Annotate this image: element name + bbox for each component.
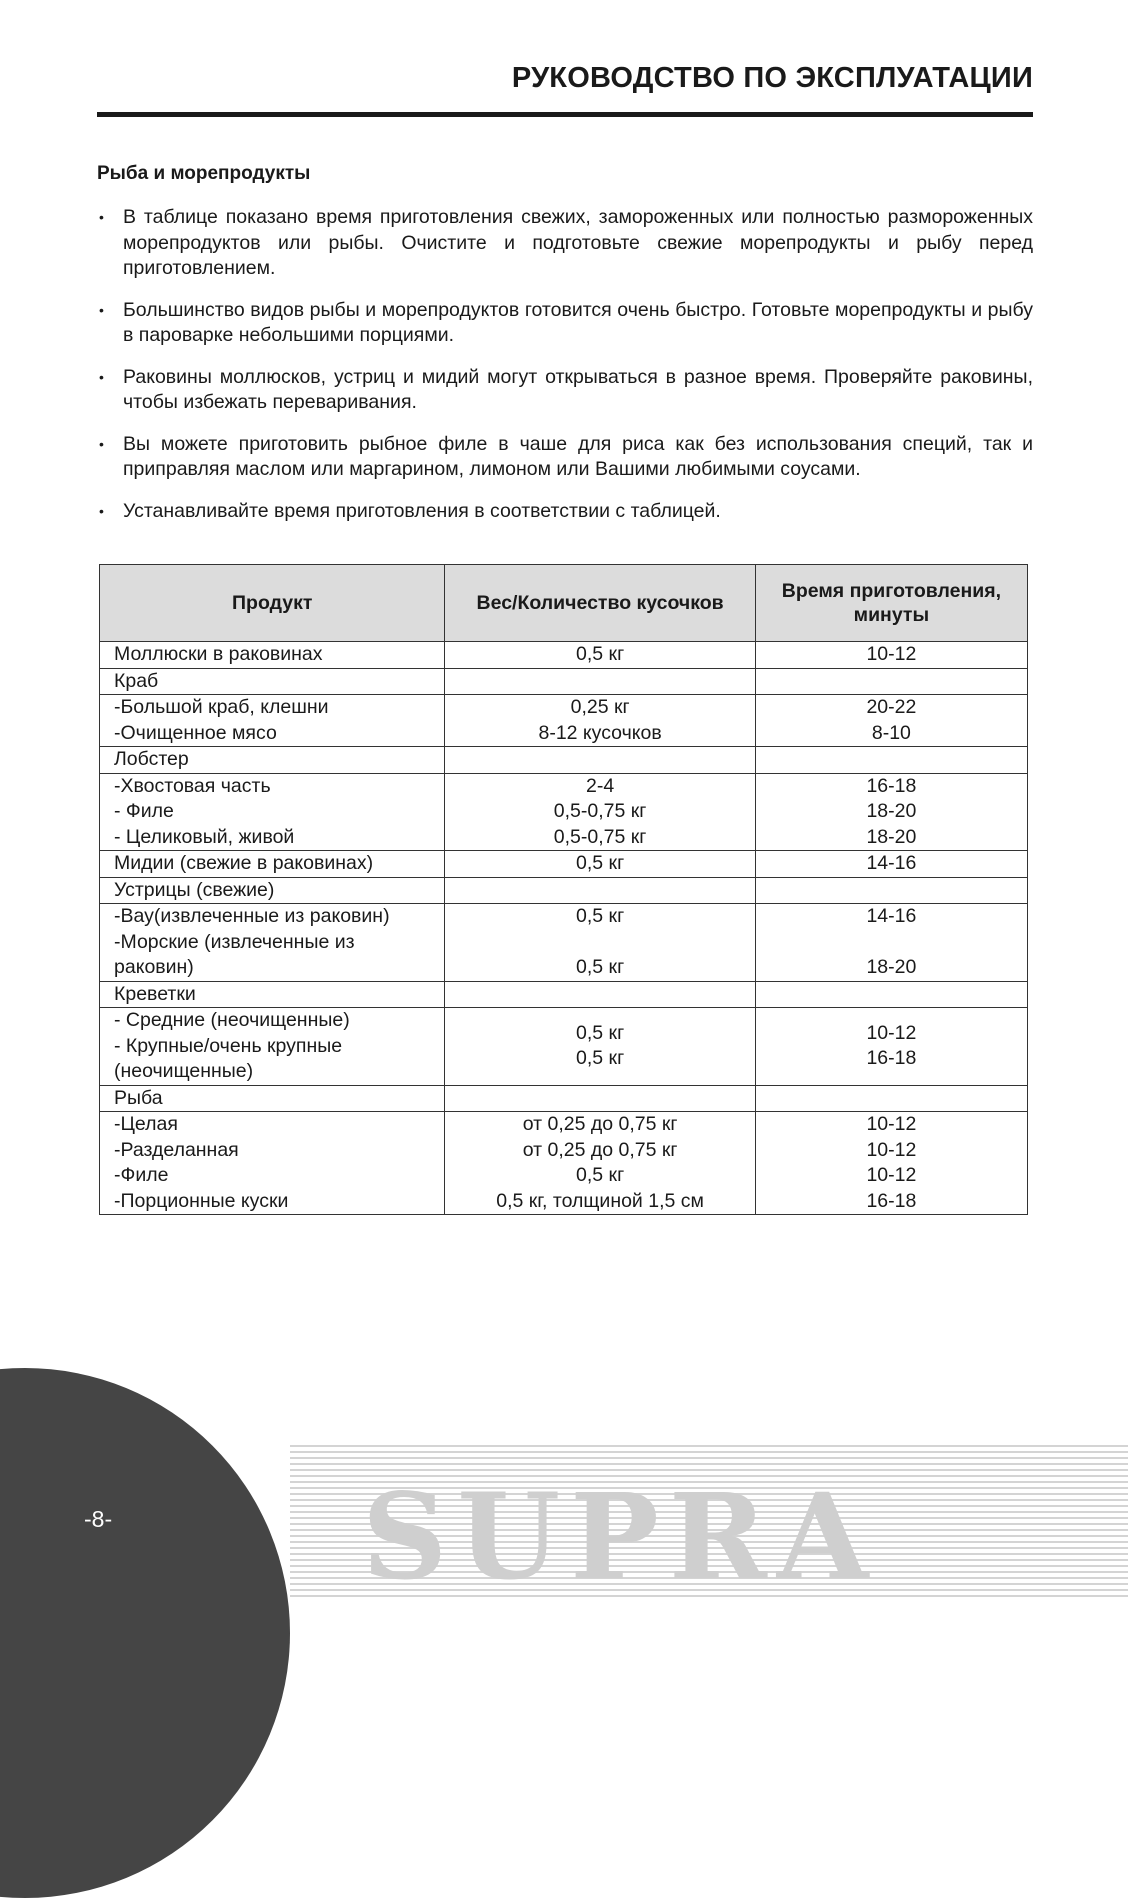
time-cell-line: 10-12 — [866, 1164, 917, 1186]
product-cell-line: -Филе — [114, 1164, 169, 1186]
product-cell — [100, 851, 445, 878]
column-header-product: Продукт — [100, 565, 445, 642]
document-header-title: РУКОВОДСТВО ПО ЭКСПЛУАТАЦИИ — [511, 62, 1033, 94]
product-cell — [100, 1008, 445, 1086]
time-cell-line: 16-18 — [866, 1047, 917, 1070]
time-cell-line — [770, 669, 1013, 695]
weight-cell — [445, 1112, 755, 1215]
weight-cell — [445, 695, 755, 747]
column-header-time: Время приготовления, минуты — [755, 565, 1027, 642]
weight-cell — [445, 851, 755, 878]
product-cell-line: Мидии (свежие в раковинах) — [114, 852, 374, 874]
time-cell-line: 10-12 — [866, 1021, 917, 1044]
table-row — [100, 773, 1028, 851]
product-cell-line: - Филе — [114, 800, 174, 822]
bullet-icon: • — [99, 209, 104, 225]
product-cell-line: -Большой краб, клешни — [114, 696, 329, 718]
weight-cell — [445, 773, 755, 851]
time-cell — [755, 773, 1027, 851]
time-cell — [755, 668, 1027, 695]
product-cell-line: -Вау(извлеченные из раковин) — [114, 905, 390, 927]
table-row — [100, 1008, 1028, 1086]
weight-cell-line: 0,5 кг — [576, 905, 625, 927]
weight-cell-line — [459, 747, 740, 773]
table-row — [100, 851, 1028, 878]
instruction-text: Устанавливайте время приготовления в соответствии с таблицей. — [123, 499, 721, 522]
time-cell-line: 18-20 — [866, 825, 917, 848]
time-cell — [755, 695, 1027, 747]
weight-cell — [445, 1085, 755, 1112]
weight-cell-line: 0,5 кг — [576, 1047, 625, 1070]
product-cell-line: -Разделанная — [114, 1138, 239, 1161]
time-cell-line: 8-10 — [871, 721, 911, 744]
time-cell — [755, 981, 1027, 1008]
product-cell — [100, 695, 445, 747]
time-cell — [755, 877, 1027, 904]
time-cell-line: 10-12 — [866, 1113, 917, 1135]
time-cell-line: 20-22 — [866, 696, 917, 718]
time-cell-line: 18-20 — [866, 956, 917, 978]
time-cell-line: 16-18 — [866, 1189, 917, 1212]
page-corner-circle — [0, 1368, 290, 1898]
instruction-item — [97, 365, 1033, 416]
section-title: Рыба и морепродукты — [97, 163, 311, 184]
time-cell-line: 16-18 — [866, 774, 917, 797]
time-cell-line — [770, 1086, 1013, 1112]
time-cell — [755, 904, 1027, 982]
weight-cell — [445, 747, 755, 774]
table-body — [100, 642, 1028, 1215]
table-row — [100, 747, 1028, 774]
time-cell-line: 14-16 — [866, 905, 917, 927]
time-cell — [755, 851, 1027, 878]
cooking-time-table — [99, 564, 1028, 1215]
weight-cell-line — [459, 1086, 740, 1112]
product-cell-line: раковин) — [114, 956, 194, 978]
bullet-icon: • — [99, 502, 104, 519]
product-cell — [100, 642, 445, 669]
instruction-text: Раковины моллюсков, устриц и мидий могут открываться в разное время. Проверяйте раковины, чтобы избежать переваривания. — [123, 365, 1033, 413]
weight-cell-line: от 0,25 до 0,75 кг — [522, 1138, 678, 1161]
product-cell — [100, 1112, 445, 1215]
weight-cell — [445, 668, 755, 695]
table-row — [100, 1085, 1028, 1112]
table-row — [100, 695, 1028, 747]
weight-cell — [445, 642, 755, 669]
time-cell-line: 10-12 — [866, 643, 917, 665]
bullet-icon: • — [99, 368, 104, 385]
page-number: -8- — [84, 1506, 113, 1532]
weight-cell-line: 0,5 кг, толщиной 1,5 см — [496, 1189, 704, 1212]
brand-watermark: SUPRA — [362, 1467, 879, 1606]
weight-cell-line — [459, 878, 740, 904]
product-cell-line: -Хвостовая часть — [114, 774, 271, 797]
instruction-text: Вы можете приготовить рыбное филе в чаше для риса как без использования специй, так и приправляя маслом или маргарином, лимоном или Вашими любимыми соусами. — [123, 432, 1033, 480]
weight-cell-line: 0,5 кг — [576, 956, 625, 978]
table-row — [100, 877, 1028, 904]
bullet-icon: • — [99, 301, 104, 318]
table-row — [100, 1112, 1028, 1215]
instruction-item — [97, 432, 1033, 483]
product-cell — [100, 773, 445, 851]
product-cell-line: Креветки — [114, 982, 196, 1005]
product-cell-line: Моллюски в раковинах — [114, 643, 323, 665]
weight-cell-line: 2-4 — [586, 774, 615, 797]
table-header-row — [100, 565, 1028, 642]
product-cell-line: -Целая — [114, 1113, 178, 1135]
instruction-text: Большинство видов рыбы и морепродуктов готовится очень быстро. Готовьте морепродукты и рыбу в пароварке небольшими порциями. — [123, 298, 1033, 346]
instruction-list — [97, 205, 1033, 540]
product-cell-line: -Очищенное мясо — [114, 721, 277, 744]
product-cell-line: Устрицы (свежие) — [114, 878, 275, 901]
instruction-item — [97, 205, 1033, 282]
weight-cell — [445, 981, 755, 1008]
weight-cell-line — [459, 930, 740, 956]
weight-cell-line: 0,5-0,75 кг — [553, 825, 647, 848]
product-cell-line: Краб — [114, 669, 159, 692]
column-header-weight: Вес/Количество кусочков — [445, 565, 755, 642]
time-cell-line — [770, 930, 1013, 956]
product-cell-line: Рыба — [114, 1086, 163, 1109]
weight-cell-line — [459, 669, 740, 695]
weight-cell-line: 0,5 кг — [576, 1021, 625, 1044]
product-cell-line: (неочищенные) — [114, 1060, 254, 1082]
product-cell — [100, 668, 445, 695]
product-cell — [100, 747, 445, 774]
weight-cell — [445, 904, 755, 982]
weight-cell-line — [459, 982, 740, 1008]
bullet-icon: • — [99, 435, 104, 452]
time-cell-line: 14-16 — [866, 852, 917, 874]
time-cell — [755, 1008, 1027, 1086]
weight-cell-line: 0,25 кг — [570, 696, 630, 718]
header-divider — [97, 112, 1033, 117]
product-cell — [100, 904, 445, 982]
weight-cell-line: от 0,25 до 0,75 кг — [522, 1113, 678, 1135]
instruction-item — [97, 499, 1033, 525]
weight-cell — [445, 1008, 755, 1086]
product-cell-line: Лобстер — [114, 748, 189, 770]
time-cell-line: 18-20 — [866, 800, 917, 822]
weight-cell-line: 8-12 кусочков — [538, 721, 662, 744]
time-cell — [755, 1112, 1027, 1215]
weight-cell — [445, 877, 755, 904]
product-cell-line: - Крупные/очень крупные — [114, 1034, 343, 1057]
time-cell — [755, 642, 1027, 669]
table-row — [100, 668, 1028, 695]
table-row — [100, 981, 1028, 1008]
time-cell-line: 10-12 — [866, 1138, 917, 1161]
instruction-item — [97, 298, 1033, 349]
product-cell-line: - Средние (неочищенные) — [114, 1009, 350, 1031]
time-cell — [755, 747, 1027, 774]
weight-cell-line: 0,5 кг — [576, 643, 625, 665]
weight-cell-line: 0,5-0,75 кг — [553, 800, 647, 822]
time-cell-line — [770, 878, 1013, 904]
product-cell-line: - Целиковый, живой — [114, 825, 295, 848]
time-cell-line — [770, 747, 1013, 773]
product-cell — [100, 1085, 445, 1112]
time-cell-line — [770, 982, 1013, 1008]
product-cell-line: -Порционные куски — [114, 1189, 289, 1212]
table-row — [100, 904, 1028, 982]
weight-cell-line: 0,5 кг — [576, 1164, 625, 1186]
product-cell — [100, 981, 445, 1008]
product-cell-line: -Морские (извлеченные из — [114, 930, 355, 953]
instruction-text: В таблице показано время приготовления свежих, замороженных или полностью размороженных морепродуктов или рыбы. Очистите и подготовьте свежие морепродукты и рыбу перед приготовлением. — [123, 206, 1033, 279]
product-cell — [100, 877, 445, 904]
weight-cell-line: 0,5 кг — [576, 852, 625, 874]
table-row — [100, 642, 1028, 669]
time-cell — [755, 1085, 1027, 1112]
